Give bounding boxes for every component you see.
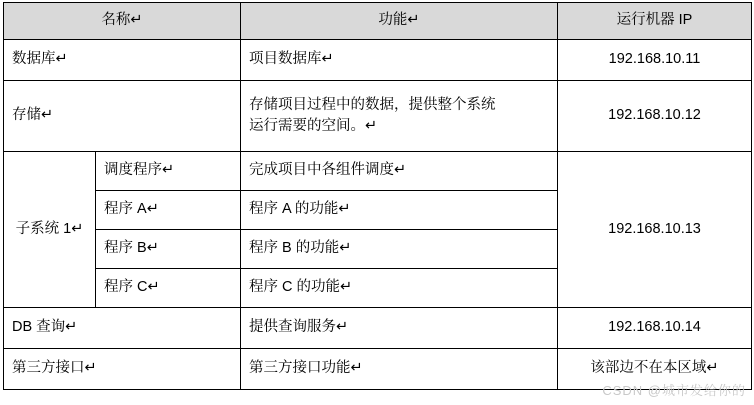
row-ip-third-party-api: 该部边不在本区域↵ (558, 349, 752, 390)
storage-function-line2: 运行需要的空间。↵ (249, 118, 378, 134)
table-row (4, 81, 752, 152)
row-function-third-party-api: 第三方接口功能↵ (241, 349, 558, 390)
row-name-db-query: DB 查询↵ (4, 308, 241, 349)
watermark-text: CSDN @城市发给你的 (602, 383, 746, 398)
table-row (4, 40, 752, 81)
header-name: 名称↵ (4, 3, 241, 40)
table-row (4, 349, 752, 390)
table-header-row (4, 3, 752, 40)
table-row (4, 152, 752, 191)
subsystem1-sub-function-scheduler: 完成项目中各组件调度↵ (241, 152, 558, 191)
subsystem1-sub-label-program-a: 程序 A↵ (96, 191, 241, 230)
row-function-storage (241, 81, 558, 152)
subsystem1-sub-label-program-c: 程序 C↵ (96, 269, 241, 308)
header-ip: 运行机器 IP (558, 3, 752, 40)
subsystem1-sub-label-program-b: 程序 B↵ (96, 230, 241, 269)
row-name-database: 数据库↵ (4, 40, 241, 81)
row-ip-database: 192.168.10.11 (558, 40, 752, 81)
row-name-third-party-api: 第三方接口↵ (4, 349, 241, 390)
row-name-subsystem1: 子系统 1↵ (4, 152, 96, 308)
subsystem1-sub-function-program-a: 程序 A 的功能↵ (241, 191, 558, 230)
storage-function-line1: 存储项目过程中的数据，提供整个系统 (249, 96, 496, 113)
subsystem1-sub-label-scheduler: 调度程序↵ (96, 152, 241, 191)
table-row (4, 308, 752, 349)
row-function-db-query: 提供查询服务↵ (241, 308, 558, 349)
header-function: 功能↵ (241, 3, 558, 40)
row-ip-subsystem1: 192.168.10.13 (558, 152, 752, 308)
subsystem1-sub-function-program-b: 程序 B 的功能↵ (241, 230, 558, 269)
system-components-table (3, 2, 752, 390)
subsystem1-sub-function-program-c: 程序 C 的功能↵ (241, 269, 558, 308)
row-function-database: 项目数据库↵ (241, 40, 558, 81)
row-ip-db-query: 192.168.10.14 (558, 308, 752, 349)
row-ip-storage: 192.168.10.12 (558, 81, 752, 152)
row-name-storage: 存储↵ (4, 81, 241, 152)
